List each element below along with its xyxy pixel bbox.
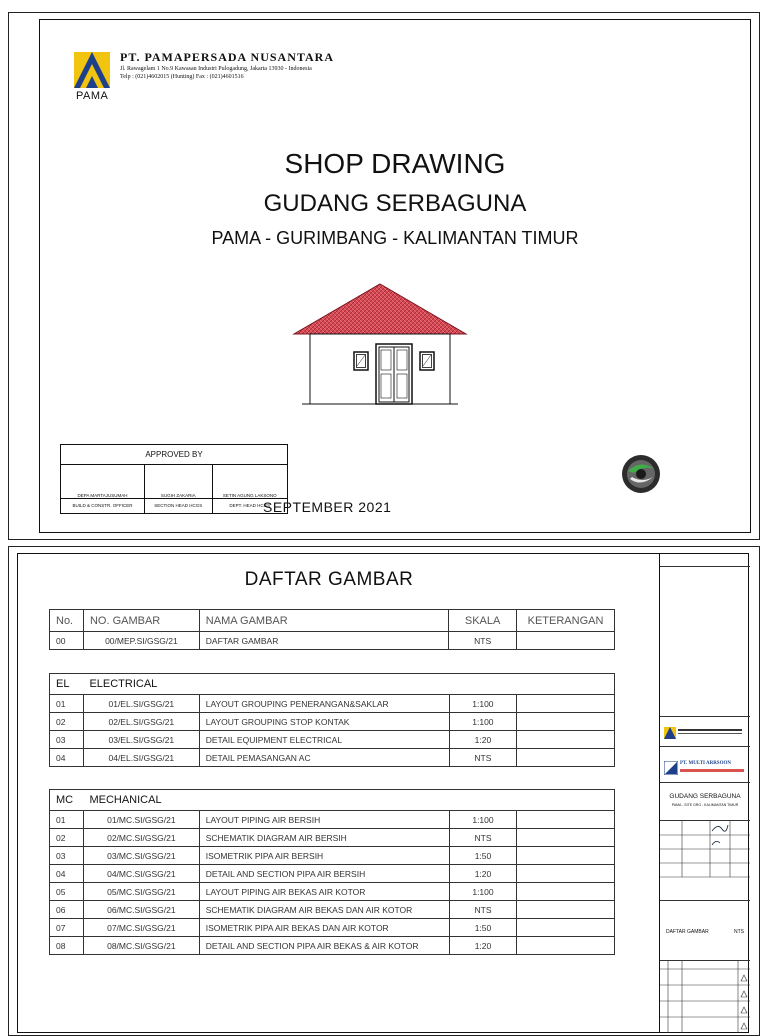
section-label: MECHANICAL bbox=[83, 790, 614, 811]
electrical-table bbox=[49, 673, 615, 767]
row-no: 07 bbox=[50, 919, 84, 937]
row-scale: 1:50 bbox=[449, 919, 517, 937]
drawing-name: DAFTAR GAMBAR bbox=[666, 929, 709, 935]
row-name: LAYOUT GROUPING PENERANGAN&SAKLAR bbox=[199, 695, 449, 713]
row-code: 07/MC.SI/GSG/21 bbox=[83, 919, 199, 937]
row-no: 00 bbox=[50, 632, 84, 650]
title-block-blank bbox=[660, 567, 750, 717]
signatory-position: BUILD & CONSTR. OFFICER bbox=[61, 498, 145, 513]
row-code: 01/EL.SI/GSG/21 bbox=[83, 695, 199, 713]
signatory-position: DEPT. HEAD HCGS bbox=[212, 498, 287, 513]
section-label: ELECTRICAL bbox=[83, 674, 614, 695]
section-code: EL bbox=[50, 674, 84, 695]
owner-logo-icon bbox=[664, 727, 676, 739]
row-note bbox=[517, 749, 615, 767]
row-no: 03 bbox=[50, 847, 84, 865]
row-code: 01/MC.SI/GSG/21 bbox=[83, 811, 199, 829]
title-block-signatures bbox=[660, 821, 750, 901]
table-row bbox=[50, 749, 615, 767]
row-code: 03/EL.SI/GSG/21 bbox=[83, 731, 199, 749]
contractor-text-line bbox=[680, 769, 744, 772]
row-note bbox=[517, 865, 615, 883]
row-name: DETAIL PEMASANGAN AC bbox=[199, 749, 449, 767]
col-no: No. bbox=[50, 610, 84, 632]
col-code: NO. GAMBAR bbox=[83, 610, 199, 632]
row-code: 04/MC.SI/GSG/21 bbox=[83, 865, 199, 883]
cover-subtitle: GUDANG SERBAGUNA bbox=[263, 190, 527, 217]
company-emblem-icon bbox=[620, 453, 662, 495]
title-block-header bbox=[660, 553, 750, 567]
row-no: 02 bbox=[50, 829, 84, 847]
row-code: 02/EL.SI/GSG/21 bbox=[83, 713, 199, 731]
cover-location: PAMA - GURIMBANG - KALIMANTAN TIMUR bbox=[211, 228, 579, 248]
row-note bbox=[517, 713, 615, 731]
table-row bbox=[50, 731, 615, 749]
title-block-revisions bbox=[660, 961, 750, 1033]
approval-header: APPROVED BY bbox=[61, 445, 288, 465]
row-code: 00/MEP.SI/GSG/21 bbox=[83, 632, 199, 650]
row-no: 04 bbox=[50, 865, 84, 883]
row-scale: NTS bbox=[449, 829, 517, 847]
row-name: DETAIL AND SECTION PIPA AIR BERSIH bbox=[199, 865, 449, 883]
row-no: 04 bbox=[50, 749, 84, 767]
row-scale: 1:20 bbox=[449, 731, 517, 749]
row-note bbox=[517, 731, 615, 749]
row-code: 06/MC.SI/GSG/21 bbox=[83, 901, 199, 919]
col-name: NAMA GAMBAR bbox=[199, 610, 448, 632]
row-scale: 1:100 bbox=[449, 883, 517, 901]
row-name: LAYOUT GROUPING STOP KONTAK bbox=[199, 713, 449, 731]
drawing-list-sheet bbox=[8, 546, 760, 1036]
table-row bbox=[50, 847, 615, 865]
row-note bbox=[517, 883, 615, 901]
row-code: 05/MC.SI/GSG/21 bbox=[83, 883, 199, 901]
company-name: PT. PAMAPERSADA NUSANTARA bbox=[120, 50, 334, 64]
row-note bbox=[517, 695, 615, 713]
owner-text-line bbox=[678, 729, 742, 731]
project-title: GUDANG SERBAGUNA bbox=[669, 793, 741, 800]
row-scale: 1:20 bbox=[449, 865, 517, 883]
signatory-name: DEPA MARTAJUSUMAH bbox=[61, 464, 145, 498]
drawing-list-header-table bbox=[49, 609, 615, 650]
row-name: DETAIL EQUIPMENT ELECTRICAL bbox=[199, 731, 449, 749]
row-no: 01 bbox=[50, 695, 84, 713]
project-sub: PAMA - SITE GRG - KALIMANTAN TIMUR bbox=[671, 803, 739, 807]
section-header-electrical bbox=[50, 674, 615, 695]
row-note bbox=[517, 919, 615, 937]
house-illustration-icon bbox=[290, 282, 470, 412]
company-phone: Telp : (021)4602015 (Hunting) Fax : (021)4601516 bbox=[120, 74, 244, 80]
row-name: DETAIL AND SECTION PIPA AIR BEKAS & AIR KOTOR bbox=[199, 937, 449, 955]
company-header bbox=[120, 50, 334, 81]
row-no: 06 bbox=[50, 901, 84, 919]
signature-grid-icon bbox=[660, 821, 750, 901]
col-note: KETERANGAN bbox=[517, 610, 615, 632]
row-scale: NTS bbox=[449, 901, 517, 919]
company-address: Jl. Rawagelam 1 No.9 Kawasan Industri Pulogadung, Jakarta 13930 - Indonesia bbox=[120, 66, 312, 72]
row-name: SCHEMATIK DIAGRAM AIR BEKAS DAN AIR KOTOR bbox=[199, 901, 449, 919]
row-note bbox=[517, 811, 615, 829]
contractor-name: PT. MULTI ARRSOON bbox=[680, 761, 731, 766]
row-code: 03/MC.SI/GSG/21 bbox=[83, 847, 199, 865]
row-no: 05 bbox=[50, 883, 84, 901]
row-name: ISOMETRIK PIPA AIR BEKAS DAN AIR KOTOR bbox=[199, 919, 449, 937]
row-scale: 1:50 bbox=[449, 847, 517, 865]
row-no: 02 bbox=[50, 713, 84, 731]
table-row bbox=[50, 713, 615, 731]
revision-grid-icon bbox=[660, 961, 750, 1033]
table-row bbox=[50, 865, 615, 883]
row-code: 02/MC.SI/GSG/21 bbox=[83, 829, 199, 847]
cover-title: SHOP DRAWING bbox=[284, 148, 506, 179]
title-block-drawing bbox=[660, 901, 750, 961]
row-name: DAFTAR GAMBAR bbox=[199, 632, 448, 650]
section-code: MC bbox=[50, 790, 84, 811]
row-note bbox=[517, 632, 615, 650]
drawing-list-title: DAFTAR GAMBAR bbox=[244, 569, 414, 590]
table-row bbox=[50, 632, 615, 650]
row-note bbox=[517, 847, 615, 865]
row-note bbox=[517, 901, 615, 919]
title-block-owner bbox=[660, 717, 750, 747]
title-block-project bbox=[660, 783, 750, 821]
signatory-name: SUGIH ZAKARIA bbox=[145, 464, 213, 498]
pama-logo-icon bbox=[74, 52, 110, 88]
row-name: LAYOUT PIPING AIR BEKAS AIR KOTOR bbox=[199, 883, 449, 901]
cover-sheet bbox=[8, 12, 760, 540]
signatory-position: SECTION HEAD HCGS bbox=[145, 498, 213, 513]
table-row bbox=[50, 829, 615, 847]
table-row bbox=[50, 811, 615, 829]
cover-date: SEPTEMBER 2021 bbox=[263, 499, 392, 515]
contractor-logo-icon bbox=[664, 761, 678, 775]
cover-frame bbox=[39, 19, 751, 533]
table-row bbox=[50, 919, 615, 937]
row-no: 03 bbox=[50, 731, 84, 749]
row-scale: NTS bbox=[449, 632, 517, 650]
row-scale: NTS bbox=[449, 749, 517, 767]
row-scale: 1:100 bbox=[449, 695, 517, 713]
signatory-name: SETIN AGUNG LAKSONO bbox=[212, 464, 287, 498]
owner-text-line bbox=[678, 733, 742, 734]
title-block-contractor bbox=[660, 747, 750, 783]
table-row bbox=[50, 883, 615, 901]
row-scale: 1:100 bbox=[449, 713, 517, 731]
table-header-row bbox=[50, 610, 615, 632]
section-header-mechanical bbox=[50, 790, 615, 811]
row-note bbox=[517, 937, 615, 955]
logo-label: PAMA bbox=[76, 90, 109, 102]
row-no: 08 bbox=[50, 937, 84, 955]
row-name: ISOMETRIK PIPA AIR BERSIH bbox=[199, 847, 449, 865]
row-note bbox=[517, 829, 615, 847]
row-name: LAYOUT PIPING AIR BERSIH bbox=[199, 811, 449, 829]
row-scale: 1:100 bbox=[449, 811, 517, 829]
drawing-scale: NTS bbox=[734, 929, 744, 935]
mechanical-table bbox=[49, 789, 615, 955]
table-row bbox=[50, 695, 615, 713]
row-scale: 1:20 bbox=[449, 937, 517, 955]
col-scale: SKALA bbox=[449, 610, 517, 632]
row-code: 08/MC.SI/GSG/21 bbox=[83, 937, 199, 955]
row-code: 04/EL.SI/GSG/21 bbox=[83, 749, 199, 767]
approval-table bbox=[60, 444, 288, 514]
row-no: 01 bbox=[50, 811, 84, 829]
table-row bbox=[50, 937, 615, 955]
title-block bbox=[659, 553, 749, 1033]
row-name: SCHEMATIK DIAGRAM AIR BERSIH bbox=[199, 829, 449, 847]
table-row bbox=[50, 901, 615, 919]
